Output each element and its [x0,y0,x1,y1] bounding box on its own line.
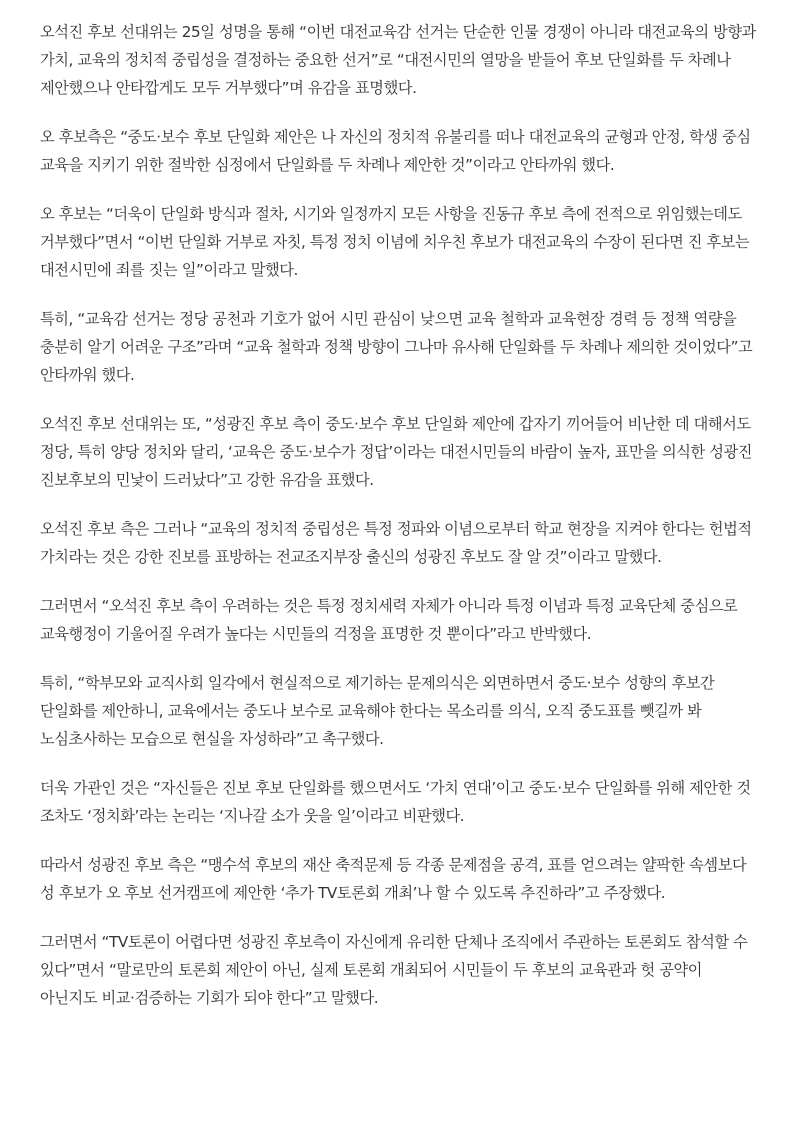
paragraph: 오석진 후보 선대위는 또, “성광진 후보 측이 중도·보수 후보 단일화 제안에 갑자기 끼어들어 비난한 데 대해서도 정당, 특히 양당 정치와 달리, ‘교육은 중도·보수가 정답’이라는 대전시민들의 바람이 높자, 표만을 의식한 성광진 진보후보의 민낯이 드러났다”고 강한 유감을 표했다. [40,415,753,489]
article-body [40,18,756,1033]
paragraph: 오 후보는 “더욱이 단일화 방식과 절차, 시기와 일정까지 모든 사항을 진동규 후보 측에 전적으로 위임했는데도 거부했다”면서 “이번 단일화 거부로 자칫, 특정 정치 이념에 치우친 후보가 대전교육의 수장이 된다면 진 후보는 대전시민에 죄를 짓는 일”이라고 말했다. [40,205,750,279]
paragraph: 그러면서 “TV토론이 어렵다면 성광진 후보측이 자신에게 유리한 단체나 조직에서 주관하는 토론회도 참석할 수 있다”면서 “말로만의 토론회 제안이 아닌, 실제 토론회 개최되어 시민들이 두 후보의 교육관과 헛 공약이 아닌지도 비교·검증하는 기회가 되야 한다”고 말했다. [40,933,748,1007]
paragraph: 오석진 후보 선대위는 25일 성명을 통해 “이번 대전교육감 선거는 단순한 인물 경쟁이 아니라 대전교육의 방향과 가치, 교육의 정치적 중립성을 결정하는 중요한 선거”로 “대전시민의 열망을 받들어 후보 단일화를 두 차례나 제안했으나 안타깝게도 모두 거부했다”며 유감을 표명했다. [40,23,756,97]
paragraph: 오석진 후보 측은 그러나 “교육의 정치적 중립성은 특정 정파와 이념으로부터 학교 현장을 지켜야 한다는 헌법적 가치라는 것은 강한 진보를 표방하는 전교조지부장 출신의 성광진 후보도 잘 알 것”이라고 말했다. [40,520,752,566]
paragraph: 특히, “교육감 선거는 정당 공천과 기호가 없어 시민 관심이 낮으면 교육 철학과 교육현장 경력 등 정책 역량을 충분히 알기 어려운 구조”라며 “교육 철학과 정책 방향이 그나마 유사해 단일화를 두 차례나 제의한 것이었다”고 안타까워 했다. [40,310,753,384]
paragraph: 특히, “학부모와 교직사회 일각에서 현실적으로 제기하는 문제의식은 외면하면서 중도·보수 성향의 후보간 단일화를 제안하니, 교육에서는 중도나 보수로 교육해야 한다는 목소리를 의식, 오직 중도표를 뺏길까 봐 노심초사하는 모습으로 현실을 자성하라”고 촉구했다. [40,674,715,748]
paragraph: 그러면서 “오석진 후보 측이 우려하는 것은 특정 정치세력 자체가 아니라 특정 이념과 특정 교육단체 중심으로 교육행정이 기울어질 우려가 높다는 시민들의 걱정을 표명한 것 뿐이다”라고 반박했다. [40,597,738,643]
paragraph: 더욱 가관인 것은 “자신들은 진보 후보 단일화를 했으면서도 ‘가치 연대’이고 중도·보수 단일화를 위해 제안한 것 조차도 ‘정치화’라는 논리는 ‘지나갈 소가 웃을 일’이라고 비판했다. [40,779,751,825]
paragraph: 오 후보측은 “중도·보수 후보 단일화 제안은 나 자신의 정치적 유불리를 떠나 대전교육의 균형과 안정, 학생 중심 교육을 지키기 위한 절박한 심정에서 단일화를 두 차례나 제안한 것”이라고 안타까워 했다. [40,128,751,174]
paragraph: 따라서 성광진 후보 측은 “맹수석 후보의 재산 축적문제 등 각종 문제점을 공격, 표를 얻으려는 얄팍한 속셈보다 성 후보가 오 후보 선거캠프에 제안한 ‘추가 TV토론회 개최’나 할 수 있도록 추진하라”고 주장했다. [40,856,747,902]
